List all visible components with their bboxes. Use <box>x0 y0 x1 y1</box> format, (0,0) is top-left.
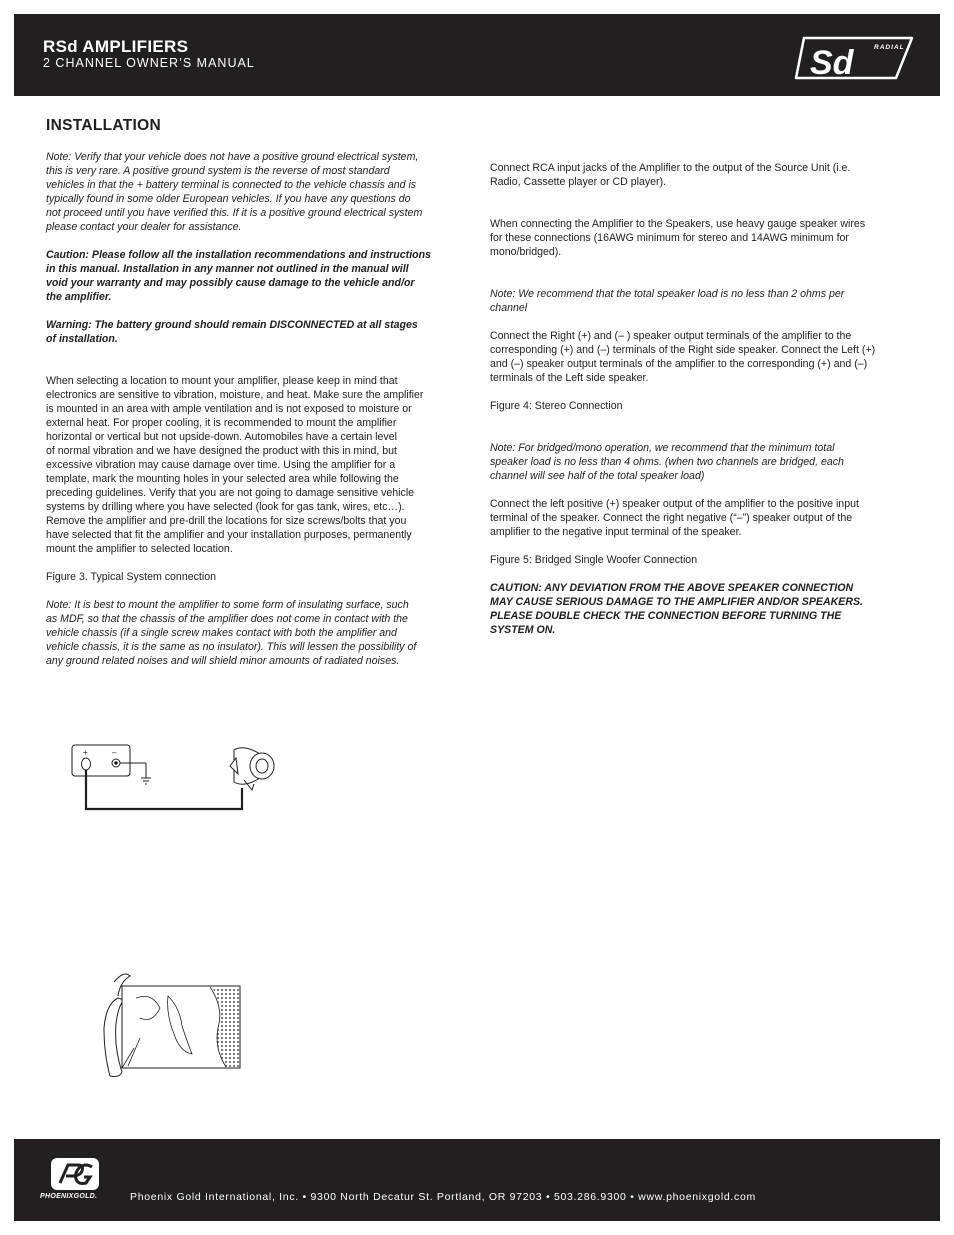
terminal-plus-label: + <box>83 748 88 757</box>
panel-edge <box>104 998 124 1077</box>
figure-3-caption: Figure 3. Typical System connection <box>46 571 216 583</box>
note-bridged-load: Note: For bridged/mono operation, we recommend that the minimum total speaker load is no less than 4 ohms. (when two channels are bridged, each channel will see half of the total speaker load) <box>490 442 844 482</box>
mounting-instructions: When selecting a location to mount your amplifier, please keep in mind that electronics are sensitive to vibration, moisture, and heat. Make sure the amplifier is mounted in an area with ample ventilation and is not exposed to moisture or external heat. For proper cooling, it is recommended to mount the amplifier horizontal or vertical but not upside-down. Automobiles have a certain level of normal vibration and we have designed the product with this in mind, but excessive vibration may cause damage over time. Using the amplifier for a template, mark the mounting holes in your selected area while following the preceding guidelines. Verify that you are not going to damage sensitive vehicle systems by drilling where you have selected (look for gas tank, wires, etc…). Remove the amplifier and pre-drill the locations for size screws/bolts that you have selected that fit the amplifier and your installation purposes, permanently mount the amplifier to selected location. <box>46 375 424 555</box>
section-title: INSTALLATION <box>46 117 161 134</box>
speaker-icon <box>230 748 274 790</box>
left-column <box>46 150 474 668</box>
manual-title: RSd AMPLIFIERS <box>43 37 189 56</box>
wiring-diagram <box>66 740 286 816</box>
header-bar <box>14 14 940 96</box>
radial-sd-logo <box>792 30 914 82</box>
manual-subtitle: 2 CHANNEL OWNER’S MANUAL <box>43 56 255 70</box>
ground-symbol-icon <box>141 778 151 784</box>
battery-box <box>72 745 130 776</box>
logo-mark-text: Sd <box>810 44 854 82</box>
note-insulating-surface: Note: It is best to mount the amplifier to some form of insulating surface, such as MDF, so that the chassis of the amplifier does not come in contact with the vehicle chassis (if a single screw makes contact with both the amplifier and vehicle chassis, it is the same as no insulator). This will lessen the possibility of any ground related noises and will shield minor amounts of radiated noises. <box>46 599 417 667</box>
logo-radial-text: RADIAL <box>874 44 905 51</box>
note-speaker-load: Note: We recommend that the total speaker load is no less than 2 ohms per channel <box>490 288 845 314</box>
speaker-wire-text: When connecting the Amplifier to the Speakers, use heavy gauge speaker wires for these connections (16AWG minimum for stereo and 14AWG minimum for mono/bridged). <box>490 218 866 258</box>
figure-5-caption: Figure 5: Bridged Single Woofer Connection <box>490 554 698 566</box>
warning-battery-ground: Warning: The battery ground should remain DISCONNECTED at all stages of installation. <box>46 319 418 345</box>
stereo-connection-text: Connect the Right (+) and (– ) speaker output terminals of the amplifier to the corresponding (+) and (–) terminals of the Right side speaker. Connect the Left (+) and (–) speaker output terminals of the amplifier to the corresponding (+) and (–) terminals of the Left side speaker. <box>490 330 876 384</box>
caution-installation: Caution: Please follow all the installation recommendations and instructions in this manual. Installation in any manner not outlined in the manual will void your warranty and may possibly cause damage to the vehicle and/or the amplifier. <box>46 249 431 303</box>
phoenix-gold-brand: PHOENIXGOLD. <box>40 1193 98 1200</box>
terminal-minus-label: – <box>112 748 117 757</box>
figure-4-caption: Figure 4: Stereo Connection <box>490 400 623 412</box>
mounting-sketch <box>100 968 270 1080</box>
bridged-connection-text: Connect the left positive (+) speaker output of the amplifier to the positive input terminal of the speaker. Connect the right negative (“–”) speaker output of the amplifier to the negative input terminal of the speaker. <box>490 498 859 538</box>
right-column <box>490 161 918 637</box>
caution-speaker-connection: CAUTION: ANY DEVIATION FROM THE ABOVE SPEAKER CONNECTION MAY CAUSE SERIOUS DAMAGE TO THE AMPLIFIER AND/OR SPEAKERS. PLEASE DOUBLE CHECK THE CONNECTION BEFORE TURNING THE SYSTEM ON. <box>490 582 863 636</box>
footer-address: Phoenix Gold International, Inc. • 9300 North Decatur St. Portland, OR 97203 • 503.286.9300 • www.phoenixgold.com <box>130 1191 756 1203</box>
phoenix-gold-logo-icon <box>50 1157 100 1191</box>
footer-bar <box>14 1139 940 1221</box>
note-positive-ground: Note: Verify that your vehicle does not have a positive ground electrical system, this is very rare. A positive ground system is the reverse of most standard vehicles in that the + battery terminal is connected to the vehicle chassis and is typically found in some older European vehicles. If you have any questions do not proceed until you have verified this. If it is a positive ground electrical system please contact your dealer for assistance. <box>46 151 423 233</box>
rca-connection-text: Connect RCA input jacks of the Amplifier to the output of the Source Unit (i.e. Radio, Cassette player or CD player). <box>490 162 851 188</box>
